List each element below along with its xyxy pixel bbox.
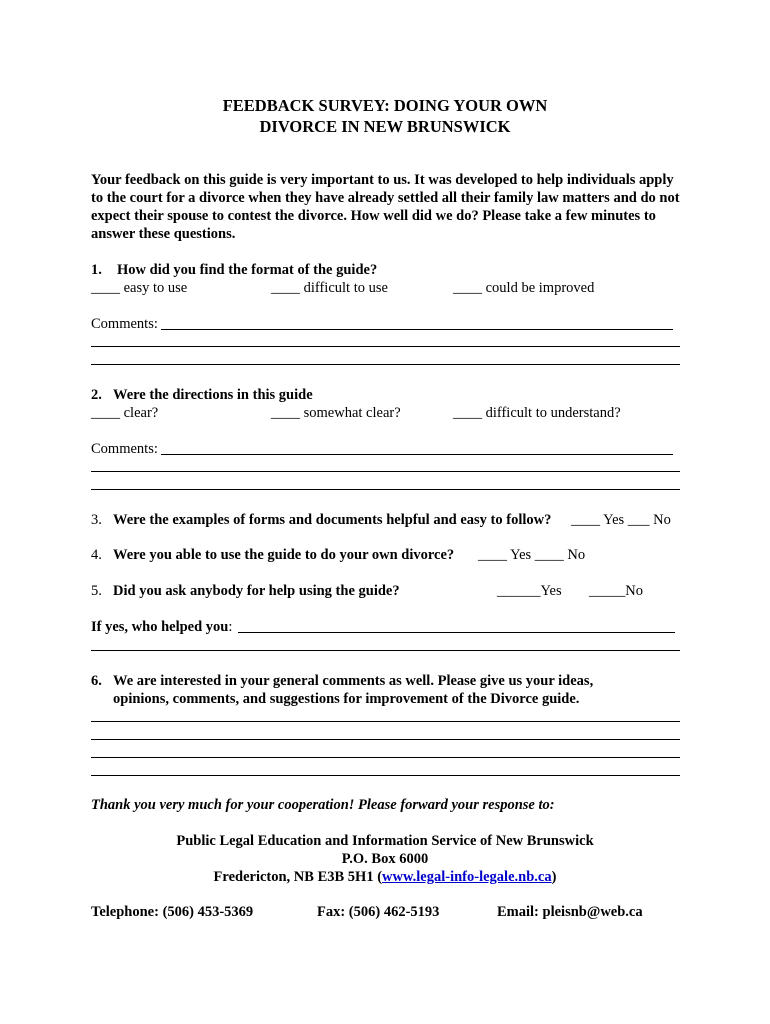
helped-line-1[interactable] (238, 632, 675, 633)
thanks-text: Thank you very much for your cooperation! Please forward your response to: (91, 797, 555, 813)
q4-number: 4. (91, 547, 102, 563)
helped-label-wrap (91, 618, 232, 636)
q2-option-somewhat-clear[interactable]: ____ somewhat clear? (271, 405, 401, 421)
address-city-line (0, 868, 770, 886)
q6-answer-line-2[interactable] (91, 739, 680, 740)
telephone: Telephone: (506) 453-5369 (91, 904, 254, 920)
q1-option-improved[interactable]: ____ could be improved (453, 280, 595, 296)
q2-comment-line-2[interactable] (91, 471, 680, 472)
q5-text: Did you ask anybody for help using the guide? (113, 583, 400, 599)
q5-number: 5. (91, 583, 102, 599)
title-line-1: FEEDBACK SURVEY: DOING YOUR OWN (222, 96, 548, 115)
title-line-2: DIVORCE IN NEW BRUNSWICK (259, 117, 511, 136)
address-org: Public Legal Education and Information Service of New Brunswick (176, 833, 594, 849)
helped-colon: : (228, 619, 233, 635)
q2-comment-line-1[interactable] (161, 454, 673, 455)
q6-answer-line-3[interactable] (91, 757, 680, 758)
helped-label: If yes, who helped you (91, 619, 229, 635)
q1-option-easy[interactable]: ____ easy to use (91, 280, 188, 296)
q6-number: 6. (91, 673, 102, 689)
q2-text: Were the directions in this guide (113, 387, 313, 403)
q6-line-1: We are interested in your general comments as well. Please give us your ideas, (113, 673, 594, 689)
email: Email: pleisnb@web.ca (497, 904, 643, 920)
q6-answer-line-1[interactable] (91, 721, 680, 722)
intro-paragraph: Your feedback on this guide is very important to us. It was developed to help individuals apply to the court for a divorce when they have already settled all their family law matters and do not expect their spouse to contest the divorce. How well did we do? Please take a few minutes to answer these questions. (91, 172, 680, 242)
q3-text: Were the examples of forms and documents helpful and easy to follow? (113, 512, 552, 528)
q2-option-difficult[interactable]: ____ difficult to understand? (453, 405, 621, 421)
q1-text: How did you find the format of the guide? (117, 262, 378, 278)
q4-answer[interactable]: ____ Yes ____ No (478, 547, 586, 563)
q1-comment-line-2[interactable] (91, 346, 680, 347)
q3-answer[interactable]: ____ Yes ___ No (571, 512, 671, 528)
q2-comment-line-3[interactable] (91, 489, 680, 490)
q4-text: Were you able to use the guide to do your own divorce? (113, 547, 455, 563)
q2-option-clear[interactable]: ____ clear? (91, 405, 159, 421)
q1-option-difficult[interactable]: ____ difficult to use (271, 280, 388, 296)
address-close: ) (551, 869, 557, 885)
address-pobox: P.O. Box 6000 (341, 851, 429, 867)
q5-yes[interactable]: ______Yes (497, 583, 562, 599)
website-link[interactable]: www.legal-info-legale.nb.ca (382, 869, 552, 885)
q1-comments-label: Comments: (91, 316, 158, 332)
address-city: Fredericton, NB E3B 5H1 ( (213, 869, 383, 885)
q1-comment-line-3[interactable] (91, 364, 680, 365)
helped-line-2[interactable] (91, 650, 680, 651)
q3-number: 3. (91, 512, 102, 528)
q2-comments-label: Comments: (91, 441, 158, 457)
q6-line-2: opinions, comments, and suggestions for improvement of the Divorce guide. (113, 691, 580, 707)
q2-number: 2. (91, 387, 102, 403)
fax: Fax: (506) 462-5193 (317, 904, 440, 920)
q1-number: 1. (91, 262, 102, 278)
q5-no[interactable]: _____No (589, 583, 643, 599)
q1-comment-line-1[interactable] (161, 329, 673, 330)
q6-answer-line-4[interactable] (91, 775, 680, 776)
